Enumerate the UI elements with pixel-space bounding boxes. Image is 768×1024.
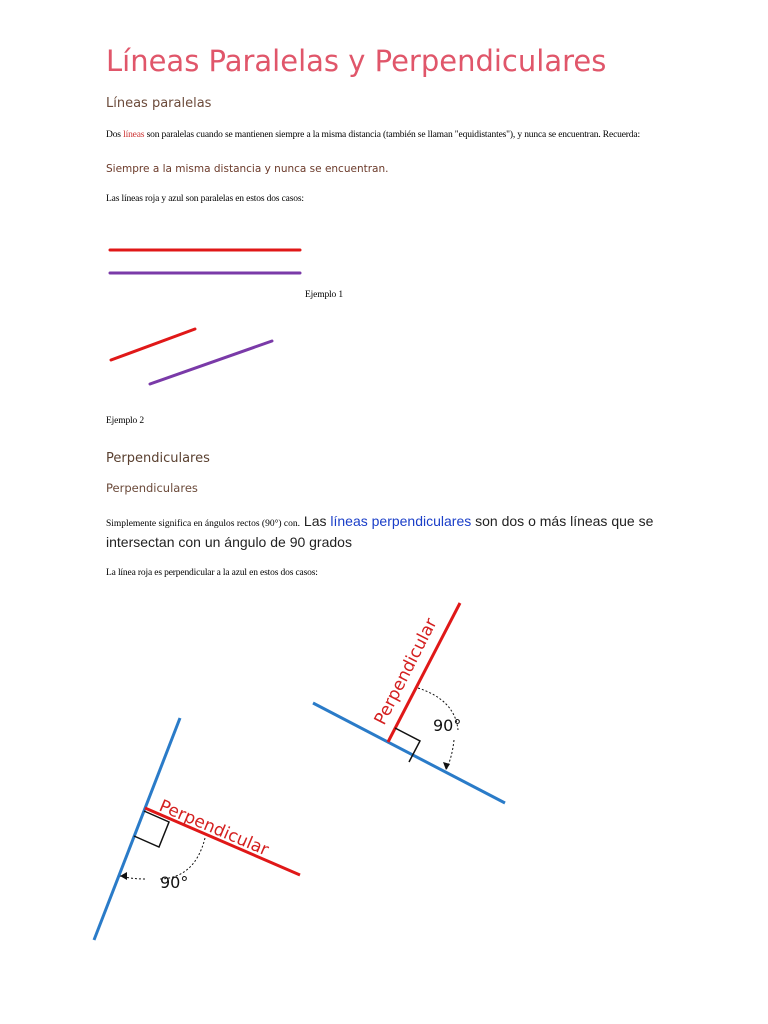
remember-quote: Siempre a la misma distancia y nunca se encuentran. [106, 163, 389, 175]
section-heading-perpendicular: Perpendiculares [106, 451, 210, 466]
definition-prefix: Dos [106, 130, 124, 140]
arrowhead-right [443, 762, 450, 770]
definition-suffix: son paralelas cuando se mantienen siempre a la misma distancia (también se llaman "equidistantes"), y nunca se encuentran. Recuerda: [144, 130, 640, 140]
perpendicular-definition [106, 512, 666, 551]
lineas-link[interactable]: líneas [123, 130, 145, 140]
example1-caption: Ejemplo 1 [305, 290, 343, 300]
degree-label-right: 90° [433, 716, 462, 735]
lineas-perpendiculares-link[interactable]: líneas perpendiculares [330, 513, 472, 529]
perpendicular-diagram-right [313, 603, 505, 803]
blue-line-right [313, 703, 505, 803]
perpendicular-label-right: Perpendicular [370, 615, 442, 729]
page-title: Líneas Paralelas y Perpendiculares [106, 44, 607, 78]
purple-parallel-line-2 [150, 341, 272, 384]
perpendicular-label-left: Perpendicular [156, 796, 272, 861]
example2-caption: Ejemplo 2 [106, 416, 144, 426]
definition-post: son dos o más líneas que se intersectan con un ángulo de 90 grados [106, 513, 654, 550]
definition-pre: Las [300, 513, 331, 529]
degree-label-left: 90° [160, 873, 189, 892]
perpendicular-diagram-left [94, 718, 300, 940]
section-heading-parallel: Líneas paralelas [106, 96, 212, 111]
red-parallel-line-2 [111, 329, 195, 360]
subheading-perpendicular: Perpendiculares [106, 481, 198, 495]
parallel-cases-text: Las líneas roja y azul son paralelas en estos dos casos: [106, 194, 304, 204]
definition-small: Simplemente significa en ángulos rectos (90°) con. [106, 519, 301, 529]
perpendicular-cases-text: La línea roja es perpendicular a la azul en estos dos casos: [106, 568, 318, 578]
blue-line-left [94, 718, 180, 940]
